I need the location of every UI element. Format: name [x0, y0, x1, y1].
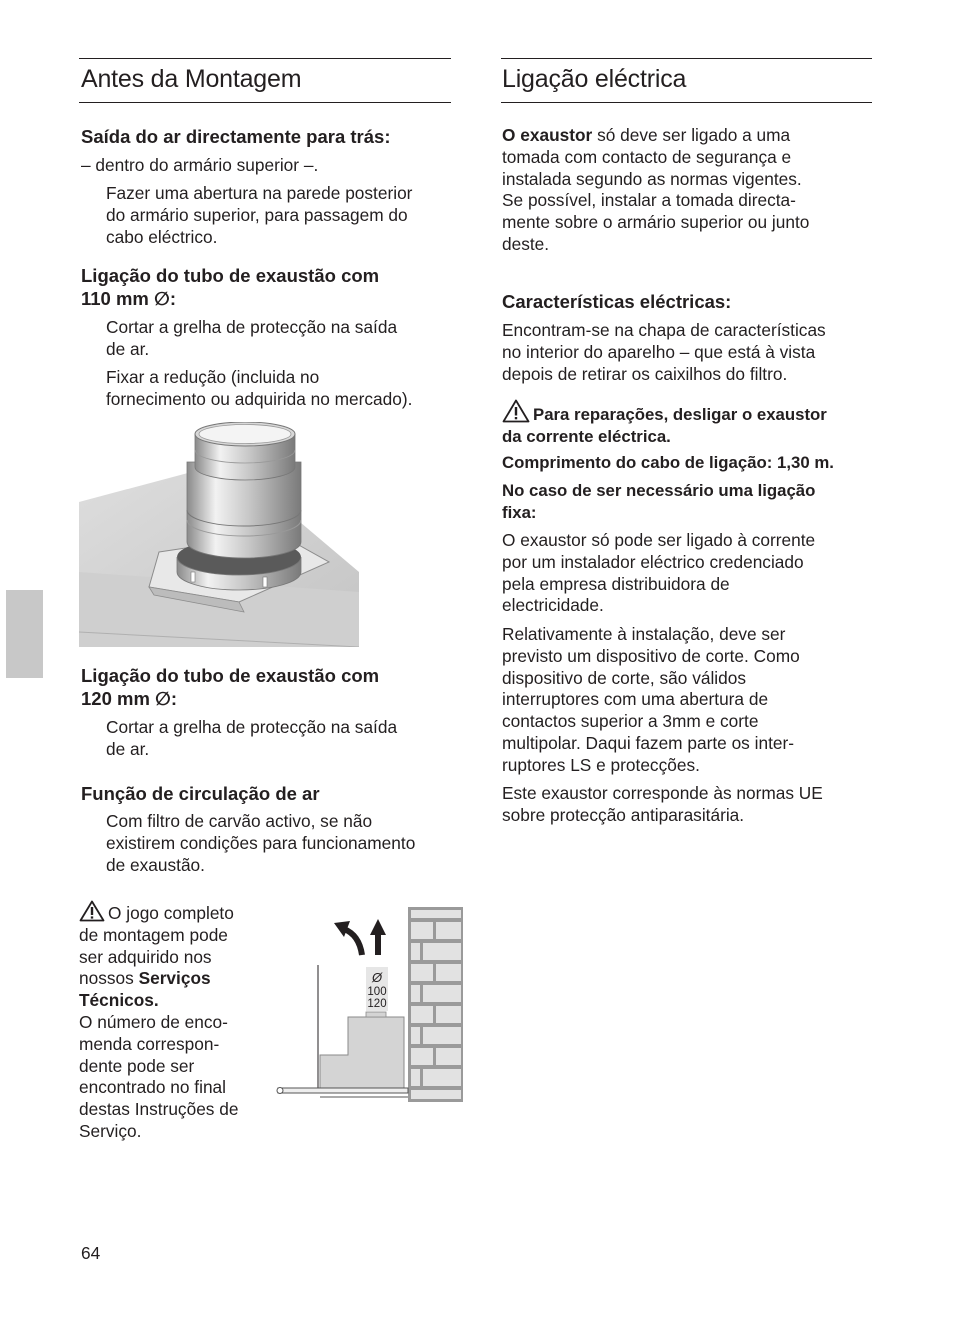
section-paragraph: Cortar a grelha de protecção na saída de ar. [106, 717, 398, 759]
mounting-kit-note: O jogo completo de montagem pode ser adquirido nos nossos Serviços Técnicos. O número de enco- menda correspon- dente pode ser encontrado no final destas Instruções de Serviço. [79, 900, 269, 1143]
cable-length: Comprimento do cabo de ligação: 1,30 m. [502, 453, 834, 472]
section-heading: Características eléctricas: [502, 291, 732, 312]
section-paragraph: Cortar a grelha de protecção na saída de ar. [106, 317, 398, 359]
section-heading: Saída do ar directamente para trás: [81, 126, 391, 147]
section-paragraph: Relativamente à instalação, deve ser previsto um dispositivo de corte. Como dispositivo de corte, são válidos interruptores com uma abertura de contactos superior a 3mm e corte multipolar. Daqui fazem parte os inter- ruptores LS e protecções. [502, 624, 800, 775]
right-title: Ligação eléctrica [502, 65, 687, 93]
section-paragraph: Encontram-se na chapa de características no interior do aparelho – que está à vista depois de retirar os caixilhos do filtro. [502, 320, 826, 384]
title-rule-top [501, 58, 872, 59]
section-paragraph: Com filtro de carvão activo, se não existirem condições para funcionamento de exaustão. [106, 811, 416, 875]
section-heading: Ligação do tubo de exaustão com 120 mm ∅: [81, 665, 380, 709]
section-heading: Função de circulação de ar [81, 783, 320, 804]
section-paragraph: O exaustor só pode ser ligado à corrente por um instalador eléctrico credenciado pela empresa distribuidora de electricidade. [502, 530, 816, 616]
diameter-symbol: Ø [371, 970, 383, 985]
left-title: Antes da Montagem [81, 65, 302, 93]
warning-icon [502, 399, 530, 423]
diameter-value-120: 120 [367, 998, 387, 1010]
repair-warning: Para reparações, desligar o exaustor da corrente eléctrica. [502, 399, 827, 448]
wall-mount-diagram [270, 905, 465, 1105]
intro-paragraph: O exaustor só deve ser ligado a uma tomada com contacto de segurança e instalada segundo as normas vigentes. Se possível, instalar a tomada directa- mente sobre o armário superior ou junto deste. [502, 125, 810, 254]
section-paragraph: Fixar a redução (incluida no fornecimento ou adquirida no mercado). [106, 367, 413, 409]
section-subtext: – dentro do armário superior –. [81, 155, 319, 175]
chapter-tab [6, 590, 43, 678]
warning-icon [79, 900, 105, 922]
title-rule-bottom [79, 102, 451, 103]
fixed-connection-heading: No caso de ser necessário uma ligação fixa: [502, 481, 816, 522]
title-rule-top [79, 58, 451, 59]
title-rule-bottom [501, 102, 872, 103]
section-paragraph: Fazer uma abertura na parede posterior do armário superior, para passagem do cabo eléctrico. [106, 183, 413, 247]
diameter-value-100: 100 [367, 986, 387, 998]
reducer-pipe-illustration [79, 422, 359, 647]
page-number: 64 [81, 1243, 101, 1263]
section-paragraph: Este exaustor corresponde às normas UE sobre protecção antiparasitária. [502, 783, 823, 825]
section-heading: Ligação do tubo de exaustão com 110 mm ∅: [81, 265, 380, 309]
